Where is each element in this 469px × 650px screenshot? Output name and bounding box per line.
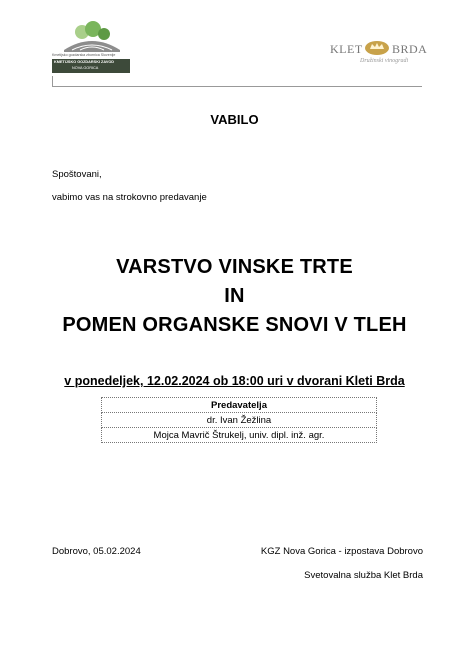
table-row — [102, 398, 377, 413]
table-row — [102, 413, 377, 428]
invite-line: vabimo vas na strokovno predavanje — [52, 192, 207, 203]
speaker-2: Mojca Mavrič Štrukelj, univ. dipl. inž. agr. — [102, 428, 377, 443]
header-rule — [52, 86, 422, 87]
document-title: VABILO — [210, 112, 259, 127]
speaker-1: dr. Ivan Žežlina — [102, 413, 377, 428]
kgz-logo-line1: Kmetijsko gozdarska zbornica Slovenije — [52, 53, 116, 57]
speakers-table — [101, 397, 377, 443]
klet-brda-logo — [330, 36, 426, 70]
header-rule-vertical — [52, 76, 53, 86]
kgz-logo-line2: KMETIJSKO GOZDARSKI ZAVOD — [54, 60, 115, 64]
klet-brda-logo-name-right: BRDA — [392, 42, 428, 56]
headline-line-1: VARSTVO VINSKE TRTE — [116, 256, 353, 278]
kgz-logo — [52, 20, 132, 76]
crown-icon — [364, 38, 390, 56]
organization-line-2: Svetovalna služba Klet Brda — [304, 570, 423, 581]
table-row — [102, 428, 377, 443]
event-details: v ponedeljek, 12.02.2024 ob 18:00 uri v dvorani Kleti Brda — [64, 374, 405, 388]
klet-brda-logo-name-left: KLET — [330, 42, 363, 56]
speakers-header: Predavatelja — [102, 398, 377, 413]
headline-line-2: IN — [224, 285, 245, 307]
headline-line-3: POMEN ORGANSKE SNOVI V TLEH — [62, 314, 407, 336]
date-place: Dobrovo, 05.02.2024 — [52, 546, 141, 557]
klet-brda-logo-tagline: Družinski vinogradi — [360, 58, 409, 64]
kgz-logo-line3: NOVA GORICA — [72, 66, 99, 70]
organization-line-1: KGZ Nova Gorica - izpostava Dobrovo — [260, 546, 423, 557]
greeting: Spoštovani, — [52, 169, 102, 180]
